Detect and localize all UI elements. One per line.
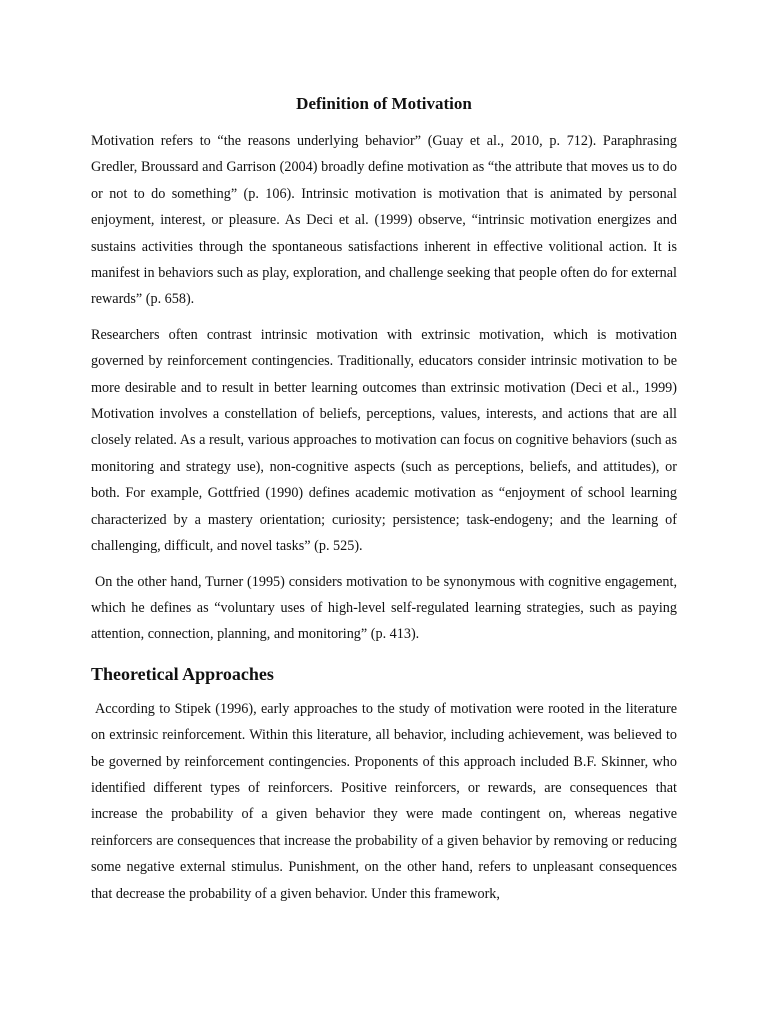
document-title: Definition of Motivation [296,94,472,113]
paragraph-stipek: According to Stipek (1996), early approaches to the study of motivation were rooted in the literature on extrinsic reinforcement. Within this literature, all behavior, including achievement, was believed to be governed by reinforcement contingencies. Proponents of this approach included B.F. Skinner, who identified different types of reinforcers. Positive reinforcers, or rewards, are consequences that increase the probability of a given behavior they were made contingent on, whereas negative reinforcers are consequences that increase the probability of a given behavior by removing or reducing some negative external stimulus. Punishment, on the other hand, refers to unpleasant consequences that decrease the probability of a given behavior. Under this framework, [91,700,677,902]
paragraph-intrinsic-extrinsic: Researchers often contrast intrinsic motivation with extrinsic motivation, which is motivation governed by reinforcement contingencies. Traditionally, educators consider intrinsic motivation to be more desirable and to result in better learning outcomes than extrinsic motivation (Deci et al., 1999) Motivation involves a constellation of beliefs, perceptions, values, interests, and actions that are all closely related. As a result, various approaches to motivation can focus on cognitive behaviors (such as monitoring and strategy use), non-cognitive aspects (such as perceptions, beliefs, and attitudes), or both. For example, Gottfried (1990) defines academic motivation as “enjoyment of school learning characterized by a mastery orientation; curiosity; persistence; task-endogeny; and the learning of challenging, difficult, and novel tasks” (p. 525). [91,326,677,555]
section-heading-theoretical-approaches: Theoretical Approaches [91,663,274,684]
paragraph-turner: On the other hand, Turner (1995) considers motivation to be synonymous with cognitive engagement, which he defines as “voluntary uses of high-level self-regulated learning strategies, such as paying attention, connection, planning, and monitoring” (p. 413). [91,573,677,643]
document-body [91,92,677,916]
paragraph-motivation-definition: Motivation refers to “the reasons underlying behavior” (Guay et al., 2010, p. 712). Paraphrasing Gredler, Broussard and Garrison (2004) broadly define motivation as “the attribute that moves us to do or not to do something” (p. 106). Intrinsic motivation is motivation that is animated by personal enjoyment, interest, or pleasure. As Deci et al. (1999) observe, “intrinsic motivation energizes and sustains activities through the spontaneous satisfactions inherent in effective volitional action. It is manifest in behaviors such as play, exploration, and challenge seeking that people often do for external rewards” (p. 658). [91,133,677,308]
